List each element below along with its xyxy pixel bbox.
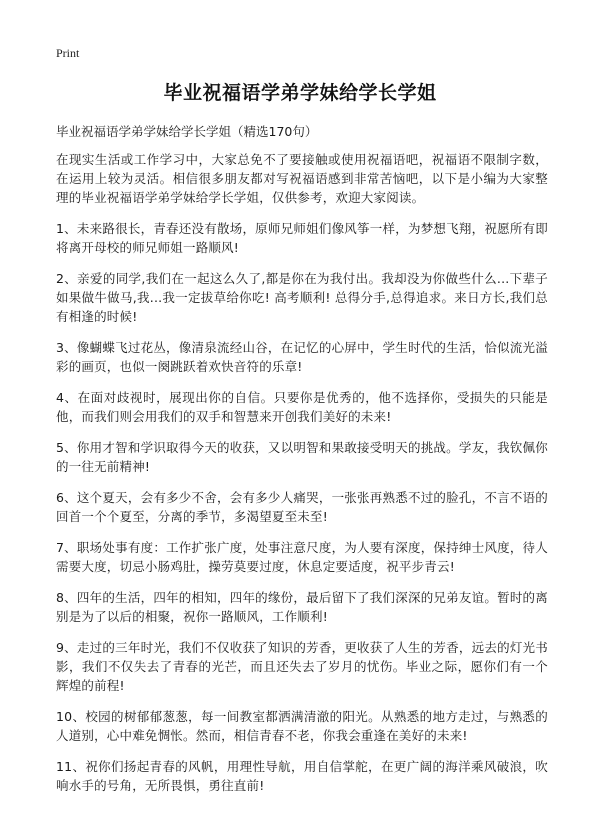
blessing-item-11: 11、祝你们扬起青春的风帆，用理性导航，用自信掌舵，在更广阔的海洋乘风破浪，吹响水手的号角，无所畏惧，勇往直前! xyxy=(56,759,548,793)
blessing-item-5: 5、你用才智和学识取得今天的收获，又以明智和果敢接受明天的挑战。学友，我钦佩你的一往无前精神! xyxy=(56,440,548,474)
blessing-item-2: 2、亲爱的同学,我们在一起这么久了,都是你在为我付出。我却没为你做些什么...下辈子如果做牛做马,我...我一定拔草给你吃! 高考顺利! 总得分手,总得追求。来日方长,我们总有相逢的时候! xyxy=(56,271,548,324)
blessing-item-7: 7、职场处事有度：工作扩张广度，处事注意尺度，为人要有深度，保持绅士风度，待人需要大度，切忌小肠鸡肚，操劳莫要过度，休息定要适度，祝平步青云! xyxy=(56,540,548,574)
document-subtitle: 毕业祝福语学弟学妹给学长学姐（精选170句） xyxy=(56,124,318,139)
intro-paragraph: 在现实生活或工作学习中，大家总免不了要接触或使用祝福语吧，祝福语不限制字数，在运用上较为灵活。相信很多朋友都对写祝福语感到非常苦恼吧，以下是小编为大家整理的毕业祝福语学弟学妹给学长学姐，仅供参考，欢迎大家阅读。 xyxy=(56,152,548,205)
blessing-item-8: 8、四年的生活，四年的相知，四年的缘份，最后留下了我们深深的兄弟友谊。暂时的离别是为了以后的相聚，祝你一路顺风，工作顺利! xyxy=(56,590,548,624)
blessing-item-1: 1、未来路很长，青春还没有散场，原师兄师姐们像风筝一样，为梦想飞翔，祝愿所有即将离开母校的师兄师姐一路顺风! xyxy=(56,221,548,255)
blessing-item-10: 10、校园的树郁郁葱葱，每一间教室都洒满清澈的阳光。从熟悉的地方走过，与熟悉的人道别，心中难免惆怅。然而，相信青春不老，你我会重逢在美好的未来! xyxy=(56,709,548,743)
print-link[interactable]: Print xyxy=(56,46,80,60)
blessing-item-3: 3、像蝴蝶飞过花丛，像清泉流经山谷，在记忆的心屏中，学生时代的生活，恰似流光溢彩的画页，也似一阕跳跃着欢快音符的乐章! xyxy=(56,340,548,374)
blessing-item-4: 4、在面对歧视时，展现出你的自信。只要你是优秀的，他不选择你，受损失的只能是他，而我们则会用我们的双手和智慧来开创我们美好的未来! xyxy=(56,390,548,424)
blessing-item-6: 6、这个夏天，会有多少不舍，会有多少人痛哭，一张张再熟悉不过的脸孔，不言不语的回首一个个夏至，分离的季节，多渴望夏至未至! xyxy=(56,490,548,524)
blessing-item-9: 9、走过的三年时光，我们不仅收获了知识的芳香，更收获了人生的芳香，远去的灯光书影，我们不仅失去了青春的光芒，而且还失去了岁月的忧伤。毕业之际，愿你们有一个辉煌的前程! xyxy=(56,640,548,693)
document-body xyxy=(56,150,548,807)
document-title: 毕业祝福语学弟学妹给学长学姐 xyxy=(163,82,437,104)
